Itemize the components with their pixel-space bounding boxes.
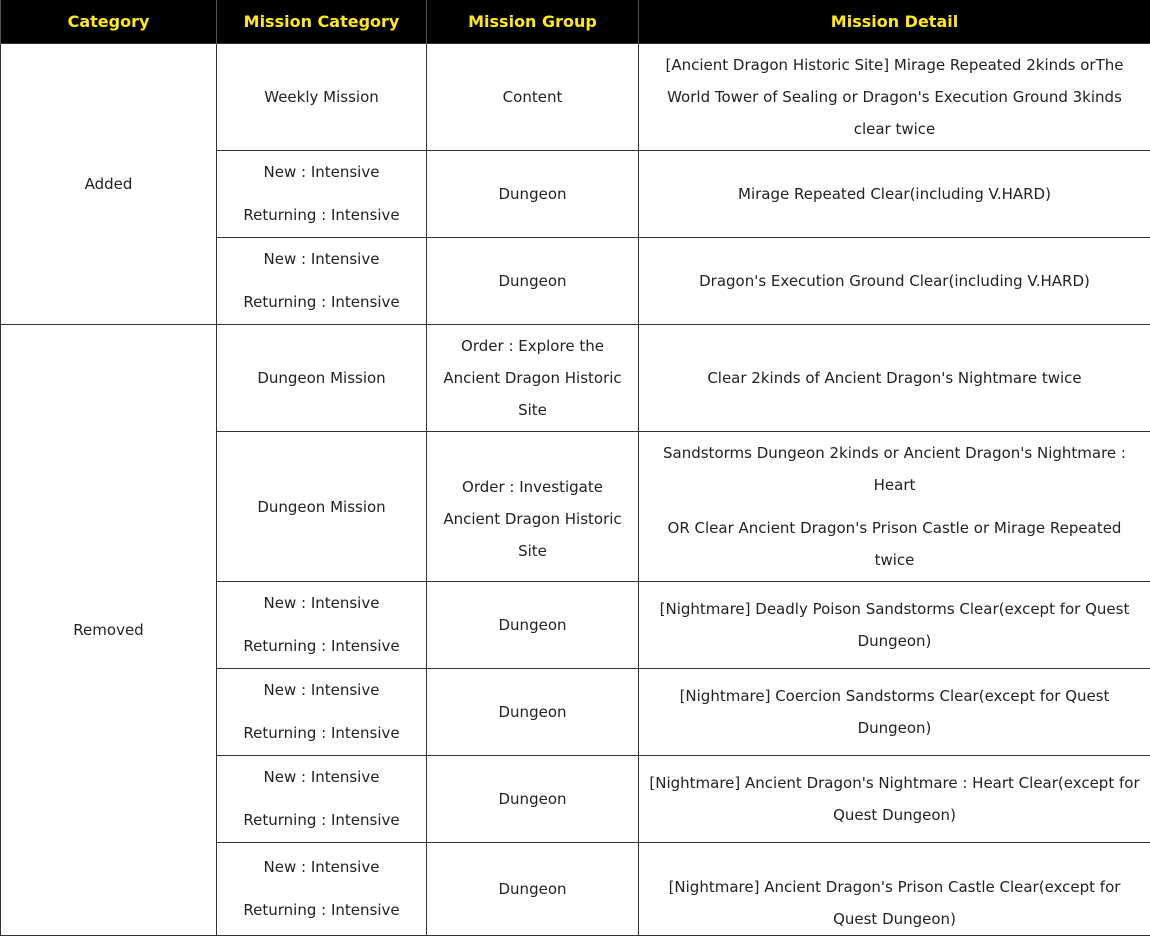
mission-detail-line-1: Sandstorms Dungeon 2kinds or Ancient Dragon's Nightmare : Heart — [647, 437, 1142, 501]
mission-category-cell — [217, 151, 427, 238]
mission-group-cell: Dungeon — [427, 756, 639, 843]
mission-group-cell: Dungeon — [427, 151, 639, 238]
mission-detail-text: [Nightmare] Ancient Dragon's Prison Castle Clear(except for Quest Dungeon) — [647, 843, 1142, 935]
mission-category-cell: Weekly Mission — [217, 44, 427, 151]
mission-detail-cell: Dragon's Execution Ground Clear(including V.HARD) — [639, 238, 1150, 325]
header-mission-detail: Mission Detail — [639, 0, 1150, 44]
mission-category-cell — [217, 582, 427, 669]
mission-group-cell: Dungeon — [427, 843, 639, 936]
mission-category-cell: Dungeon Mission — [217, 432, 427, 582]
mission-category-cell — [217, 238, 427, 325]
mission-category-new: New : Intensive — [225, 238, 418, 281]
header-mission-category: Mission Category — [217, 0, 427, 44]
mission-group-cell: Dungeon — [427, 669, 639, 756]
mission-category-new: New : Intensive — [225, 669, 418, 712]
header-mission-group: Mission Group — [427, 0, 639, 44]
mission-category-new: New : Intensive — [225, 846, 418, 889]
mission-category-new: New : Intensive — [225, 582, 418, 625]
header-category: Category — [1, 0, 217, 44]
mission-group-cell — [427, 432, 639, 582]
category-removed: Removed — [1, 325, 217, 936]
mission-group-text: Order : Investigate Ancient Dragon Historic Site — [435, 447, 630, 567]
mission-category-cell: Dungeon Mission — [217, 325, 427, 432]
mission-detail-cell: Clear 2kinds of Ancient Dragon's Nightmare twice — [639, 325, 1150, 432]
mission-category-returning: Returning : Intensive — [225, 194, 418, 237]
mission-group-cell: Content — [427, 44, 639, 151]
header-row — [1, 0, 1150, 44]
mission-category-returning: Returning : Intensive — [225, 281, 418, 324]
table-row — [1, 325, 1150, 432]
mission-detail-cell: Mirage Repeated Clear(including V.HARD) — [639, 151, 1150, 238]
mission-group-cell: Dungeon — [427, 238, 639, 325]
mission-category-cell — [217, 756, 427, 843]
mission-category-cell — [217, 669, 427, 756]
mission-category-returning: Returning : Intensive — [225, 712, 418, 755]
mission-detail-cell: [Nightmare] Ancient Dragon's Nightmare : Heart Clear(except for Quest Dungeon) — [639, 756, 1150, 843]
mission-detail-cell — [639, 843, 1150, 936]
mission-category-returning: Returning : Intensive — [225, 889, 418, 932]
mission-detail-cell: [Ancient Dragon Historic Site] Mirage Repeated 2kinds orThe World Tower of Sealing or Dragon's Execution Ground 3kinds clear twice — [639, 44, 1150, 151]
mission-detail-line-2: OR Clear Ancient Dragon's Prison Castle or Mirage Repeated twice — [647, 512, 1142, 576]
mission-category-new: New : Intensive — [225, 151, 418, 194]
category-added: Added — [1, 44, 217, 325]
mission-category-returning: Returning : Intensive — [225, 625, 418, 668]
mission-detail-cell — [639, 432, 1150, 582]
mission-category-cell — [217, 843, 427, 936]
table-row — [1, 44, 1150, 151]
mission-group-cell: Order : Explore the Ancient Dragon Historic Site — [427, 325, 639, 432]
mission-category-returning: Returning : Intensive — [225, 799, 418, 842]
mission-category-new: New : Intensive — [225, 756, 418, 799]
mission-detail-cell: [Nightmare] Deadly Poison Sandstorms Clear(except for Quest Dungeon) — [639, 582, 1150, 669]
mission-detail-cell: [Nightmare] Coercion Sandstorms Clear(except for Quest Dungeon) — [639, 669, 1150, 756]
mission-group-cell: Dungeon — [427, 582, 639, 669]
